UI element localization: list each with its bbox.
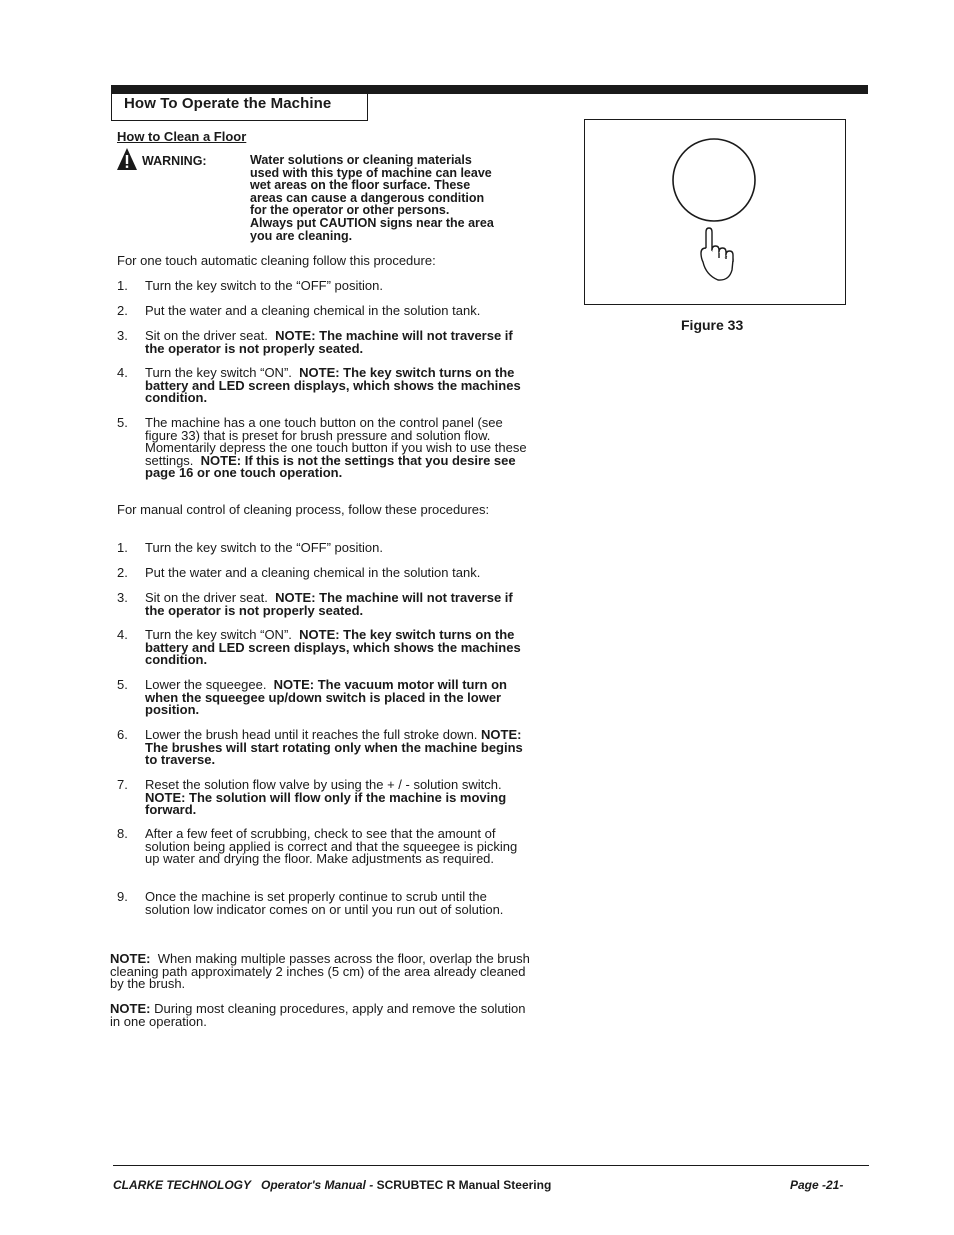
footer-separator: - bbox=[369, 1178, 374, 1192]
manual-step: 4. Turn the key switch “ON”. NOTE: The key switch turns on the battery and LED screen displays, which shows the machines condition. bbox=[117, 627, 521, 668]
warning-line: for the operator or other persons. bbox=[250, 203, 450, 218]
manual-step: 7. Reset the solution flow valve by using the + / - solution switch. NOTE: The solution will flow only if the machine is moving forward. bbox=[117, 777, 507, 818]
footer-rule bbox=[113, 1165, 869, 1166]
page-number: Page -21- bbox=[790, 1178, 844, 1192]
footer-product: SCRUBTEC R Manual Steering bbox=[376, 1178, 552, 1192]
circle-button-icon bbox=[673, 139, 755, 221]
manual-step: 9. Once the machine is set properly continue to scrub until the solution low indicator comes on or until you run out of solution. bbox=[117, 889, 504, 917]
footer-title bbox=[113, 1178, 551, 1192]
warning-line: used with this type of machine can leave bbox=[250, 165, 492, 180]
warning-text bbox=[250, 154, 530, 242]
figure-33-frame bbox=[584, 119, 846, 305]
warning-label: WARNING: bbox=[142, 154, 207, 168]
figure-33-illustration bbox=[585, 120, 845, 304]
manual-step: 5. Lower the squeegee. NOTE: The vacuum motor will turn on when the squeegee up/down switch is placed in the lower position. bbox=[117, 677, 507, 718]
footer-company: CLARKE TECHNOLOGY bbox=[113, 1178, 251, 1192]
manual-step: 8. After a few feet of scrubbing, check to see that the amount of solution being applied is correct and that the squeegee is picking up water and drying the floor. Make adjustments as required. bbox=[117, 826, 518, 867]
pointing-hand-icon bbox=[701, 228, 733, 280]
manual-step: 2. Put the water and a cleaning chemical in the solution tank. bbox=[117, 565, 481, 580]
auto-step: 1. Turn the key switch to the “OFF” position. bbox=[117, 278, 383, 293]
auto-step: 4. Turn the key switch “ON”. NOTE: The key switch turns on the battery and LED screen displays, which shows the machines condition. bbox=[117, 365, 521, 406]
manual-step: 3. Sit on the driver seat. NOTE: The machine will not traverse if the operator is not properly seated. bbox=[117, 590, 513, 618]
warning-icon bbox=[116, 147, 138, 171]
intro-manual: For manual control of cleaning process, follow these procedures: bbox=[117, 502, 490, 517]
subheading: How to Clean a Floor bbox=[117, 129, 247, 144]
warning-line: Water solutions or cleaning materials bbox=[250, 153, 472, 167]
manual-step: 1. Turn the key switch to the “OFF” position. bbox=[117, 540, 383, 555]
section-title: How To Operate the Machine bbox=[124, 95, 332, 112]
auto-step: 5. The machine has a one touch button on the control panel (see figure 33) that is preset for brush pressure and solution flow. Momentarily depress the one touch button if you wish to use these settings. NOTE: If this is not the settings that you desire see page 16 or one touch operation. bbox=[117, 415, 527, 481]
figure-caption: Figure 33 bbox=[681, 317, 744, 333]
warning-line: areas can cause a dangerous condition bbox=[250, 190, 485, 205]
note-paragraph: NOTE: During most cleaning procedures, apply and remove the solution in one operation. bbox=[110, 1001, 526, 1029]
intro-auto: For one touch automatic cleaning follow this procedure: bbox=[117, 253, 436, 268]
warning-line: Always put CAUTION signs near the area bbox=[250, 215, 494, 230]
warning-line: wet areas on the floor surface. These bbox=[250, 178, 471, 193]
footer-manual: Operator's Manual bbox=[261, 1178, 366, 1192]
warning-line: you are cleaning. bbox=[250, 228, 353, 243]
auto-step: 3. Sit on the driver seat. NOTE: The machine will not traverse if the operator is not properly seated. bbox=[117, 328, 513, 356]
auto-step: 2. Put the water and a cleaning chemical in the solution tank. bbox=[117, 303, 481, 318]
manual-step: 6. Lower the brush head until it reaches the full stroke down. NOTE: The brushes will start rotating only when the machine begins to traverse. bbox=[117, 727, 523, 768]
note-paragraph: NOTE: When making multiple passes across the floor, overlap the brush cleaning path approximately 2 inches (5 cm) of the area already cleaned by the brush. bbox=[110, 951, 530, 992]
